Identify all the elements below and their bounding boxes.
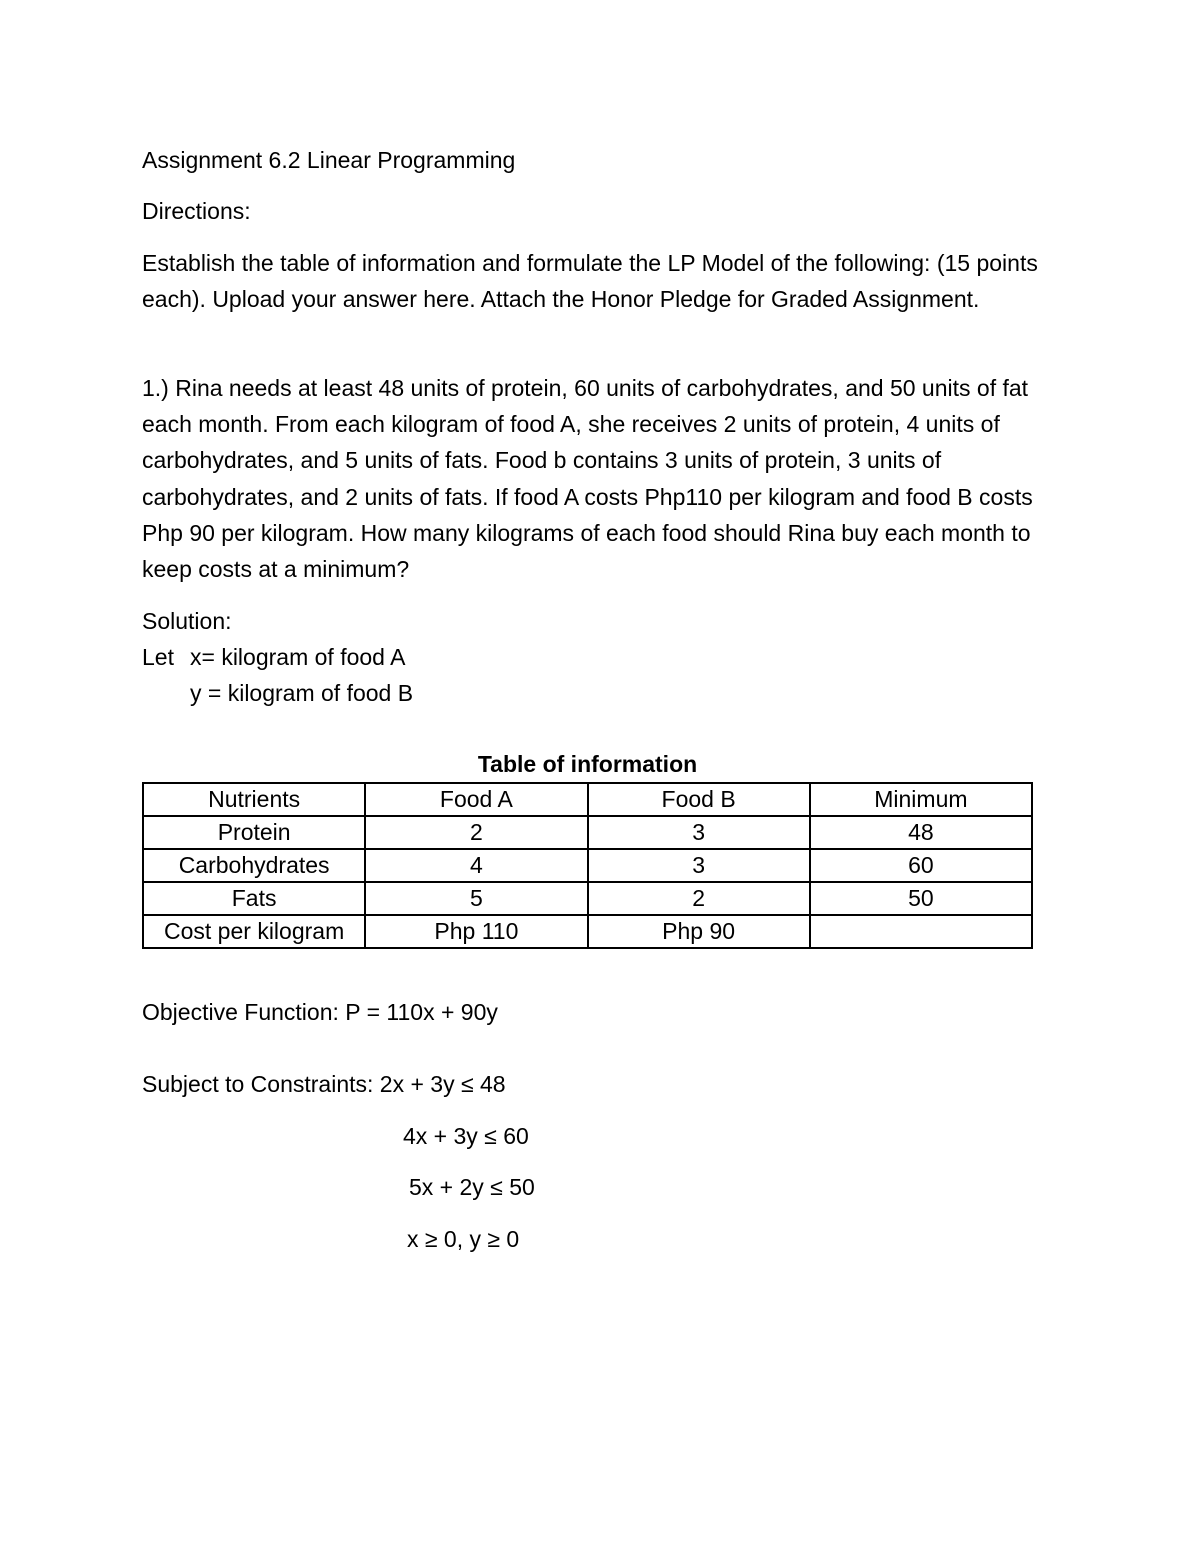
table-cell: 2 xyxy=(365,816,587,849)
table-cell: Fats xyxy=(143,882,365,915)
table-row xyxy=(143,882,1032,915)
let-word: Let xyxy=(142,644,174,670)
assignment-title: Assignment 6.2 Linear Programming xyxy=(142,147,516,173)
table-cell: 2 xyxy=(588,882,810,915)
instructions-paragraph: Establish the table of information and formulate the LP Model of the following: (15 points each). Upload your answer here. Attach the Honor Pledge for Graded Assignment. xyxy=(142,250,1038,313)
problem-statement: 1.) Rina needs at least 48 units of protein, 60 units of carbohydrates, and 50 units of fat each month. From each kilogram of food A, she receives 2 units of protein, 4 units of carbohydrates, and 5 units of fats. Food b contains 3 units of protein, 3 units of carbohydrates, and 2 units of fats. If food A costs Php110 per kilogram and food B costs Php 90 per kilogram. How many kilograms of each food should Rina buy each month to keep costs at a minimum? xyxy=(142,375,1033,583)
solution-label: Solution: xyxy=(142,608,232,634)
header-cell: Minimum xyxy=(810,783,1032,816)
variable-definition-x xyxy=(142,639,405,675)
variable-definition-y: y = kilogram of food B xyxy=(190,680,414,706)
table-row xyxy=(143,915,1032,948)
table-header-row xyxy=(143,783,1032,816)
table-cell: 4 xyxy=(365,849,587,882)
table-cell: 5 xyxy=(365,882,587,915)
table-cell: Carbohydrates xyxy=(143,849,365,882)
table-row xyxy=(143,816,1032,849)
objective-function: Objective Function: P = 110x + 90y xyxy=(142,999,498,1025)
table-cell xyxy=(810,915,1032,948)
table-cell: 3 xyxy=(588,849,810,882)
information-table xyxy=(142,782,1033,949)
table-cell: Php 90 xyxy=(588,915,810,948)
constraint-carbohydrates: 4x + 3y ≤ 60 xyxy=(403,1123,529,1149)
header-cell: Nutrients xyxy=(143,783,365,816)
constraint-non-negativity: x ≥ 0, y ≥ 0 xyxy=(407,1226,520,1252)
header-cell: Food A xyxy=(365,783,587,816)
table-cell: 48 xyxy=(810,816,1032,849)
table-cell: 50 xyxy=(810,882,1032,915)
table-caption: Table of information xyxy=(477,751,698,777)
header-cell: Food B xyxy=(588,783,810,816)
table-cell: Protein xyxy=(143,816,365,849)
constraints-label: Subject to Constraints: 2x + 3y ≤ 48 xyxy=(142,1071,506,1097)
table-cell: 60 xyxy=(810,849,1032,882)
table-row xyxy=(143,849,1032,882)
table-cell: Cost per kilogram xyxy=(143,915,365,948)
constraint-fats: 5x + 2y ≤ 50 xyxy=(409,1174,535,1200)
directions-label: Directions: xyxy=(142,198,251,224)
let-x-text: x= kilogram of food A xyxy=(190,644,406,670)
table-cell: Php 110 xyxy=(365,915,587,948)
table-cell: 3 xyxy=(588,816,810,849)
